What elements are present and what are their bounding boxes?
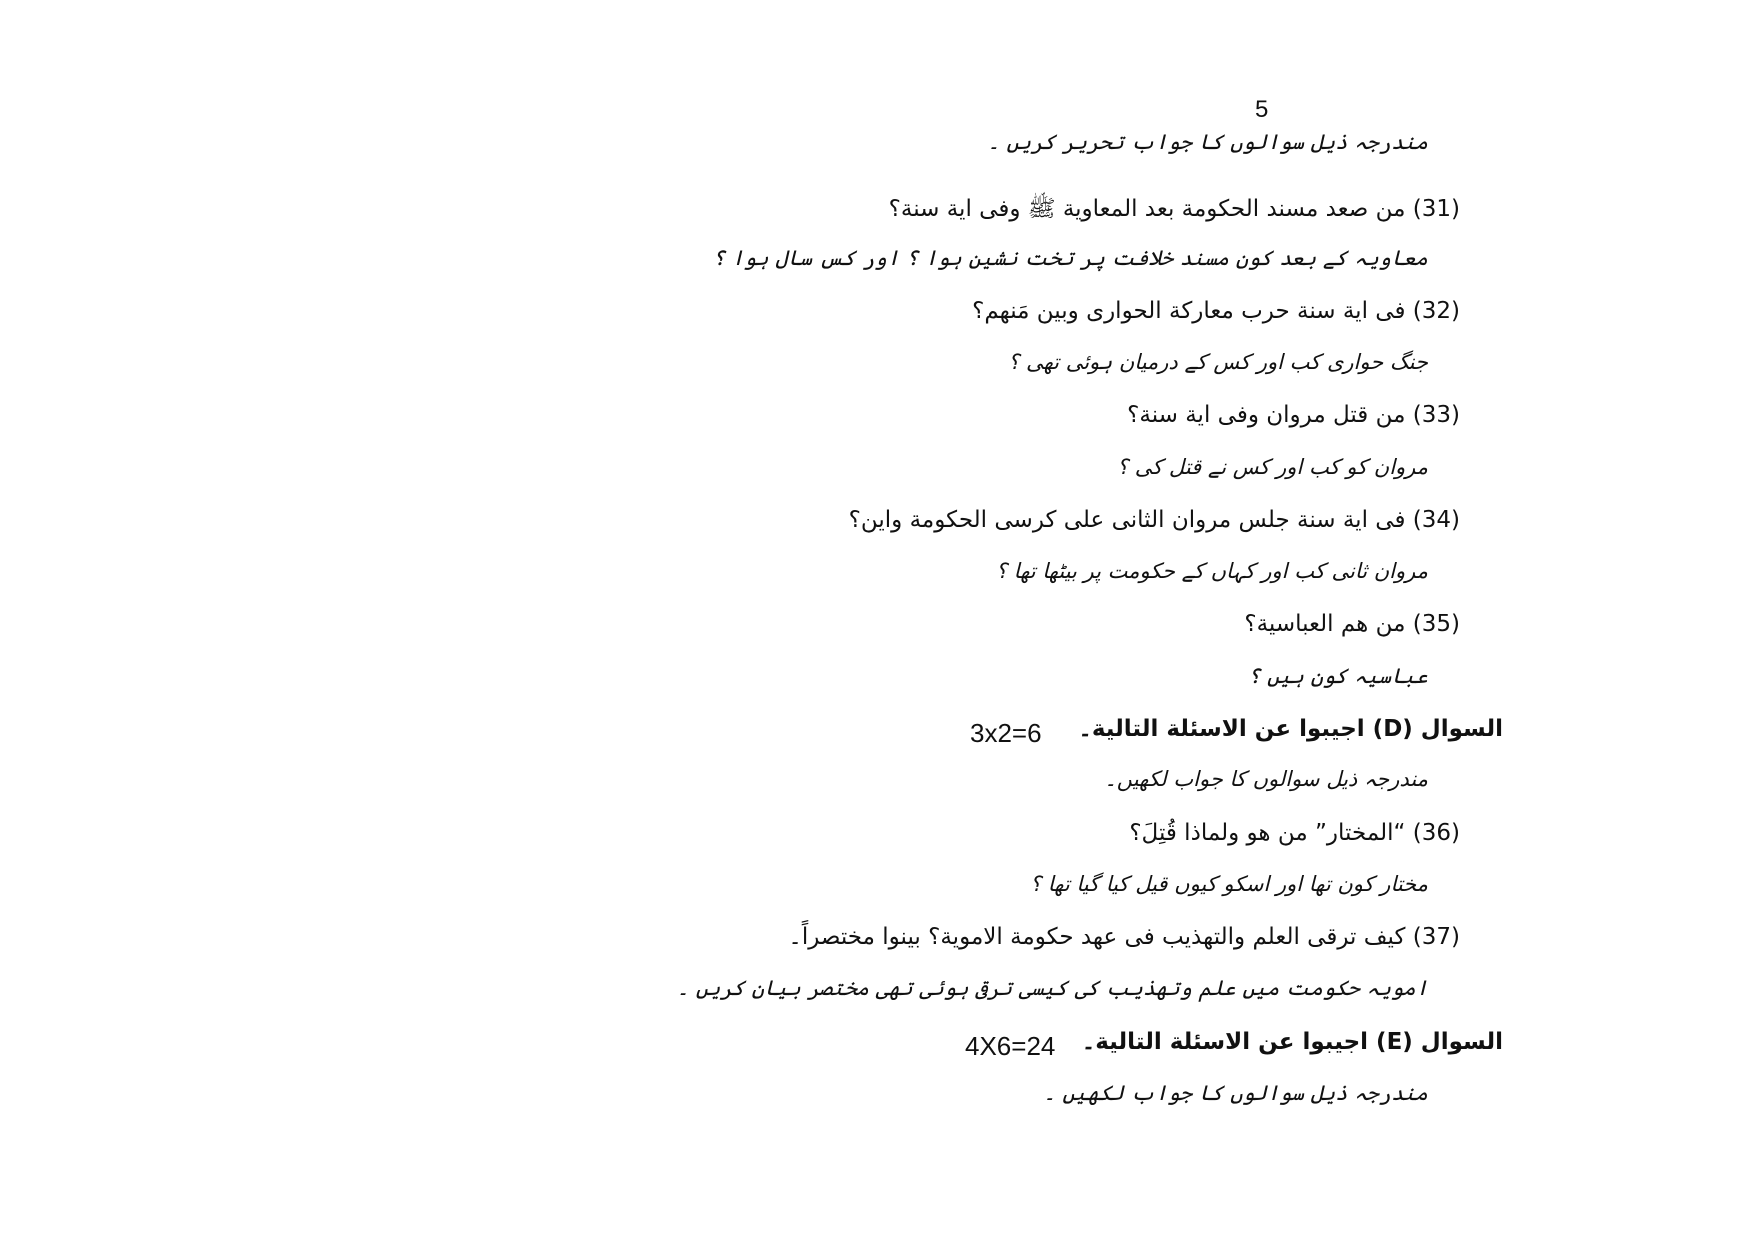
- page-number: 5: [1255, 96, 1269, 123]
- question-34-arabic: (34) فی اية سنة جلس مروان الثانی علی کرسی الحكومة واين؟: [848, 507, 1460, 533]
- section-e-marks: 4X6=24: [965, 1031, 1056, 1061]
- question-37-arabic: (37) كيف ترقی العلم والتهذيب فی عهد حكومة الاموية؟ بينوا مختصراً۔: [788, 924, 1460, 950]
- section-d-heading: السوال (D) اجيبوا عن الاسئلة التالية۔: [1078, 716, 1503, 742]
- intro-instruction: مندرجہ ذیل سوالوں کا جواب تحریر کریں ۔: [987, 130, 1428, 154]
- question-33-urdu: مروان کو کب اور کس نے قتل کی ؟: [1116, 455, 1428, 479]
- section-e-instruction: مندرجہ ذیل سوالوں کا جواب لکھیں ۔: [1043, 1081, 1428, 1105]
- question-37-urdu: امویہ حکومت میں علم وتھذیب کی کیسی ترقی ہوئی تھی مختصر بیان کریں ۔: [676, 976, 1428, 1000]
- section-d-instruction: مندرجہ ذیل سوالوں کا جواب لکھیں۔: [1104, 767, 1428, 791]
- question-31-urdu: معاویہ کے بعد کون مسند خلافت پر تخت نشین ہوا ؟ اور کس سال ہوا ؟: [712, 246, 1428, 270]
- question-35-urdu: عباسیہ کون ہیں ؟: [1248, 664, 1428, 688]
- question-35-arabic: (35) من هم العباسية؟: [1244, 611, 1460, 637]
- section-d-marks: 3x2=6: [970, 718, 1042, 748]
- question-33-arabic: (33) من قتل مروان وفی اية سنة؟: [1127, 402, 1460, 428]
- question-32-urdu: جنگ حواری کب اور کس کے درمیان ہوئی تھی ؟: [1008, 350, 1428, 374]
- question-36-arabic: (36) “المختار” من هو ولماذا قُتِلَ؟: [1129, 820, 1460, 846]
- question-34-urdu: مروان ثانی کب اور کہاں کے حکومت پر بیٹھا تھا ؟: [995, 559, 1428, 583]
- question-36-urdu: مختار کون تھا اور اسکو کیوں قیل کیا گیا تھا ؟: [1029, 872, 1428, 896]
- question-31-arabic: (31) من صعد مسند الحكومة بعد المعاوية ﷺ وفی اية سنة؟: [888, 196, 1460, 222]
- section-e-heading: السوال (E) اجيبوا عن الاسئلة التالية۔: [1081, 1029, 1503, 1055]
- question-32-arabic: (32) فی اية سنة حرب معاركة الحواری وبين مَنهم؟: [972, 298, 1460, 324]
